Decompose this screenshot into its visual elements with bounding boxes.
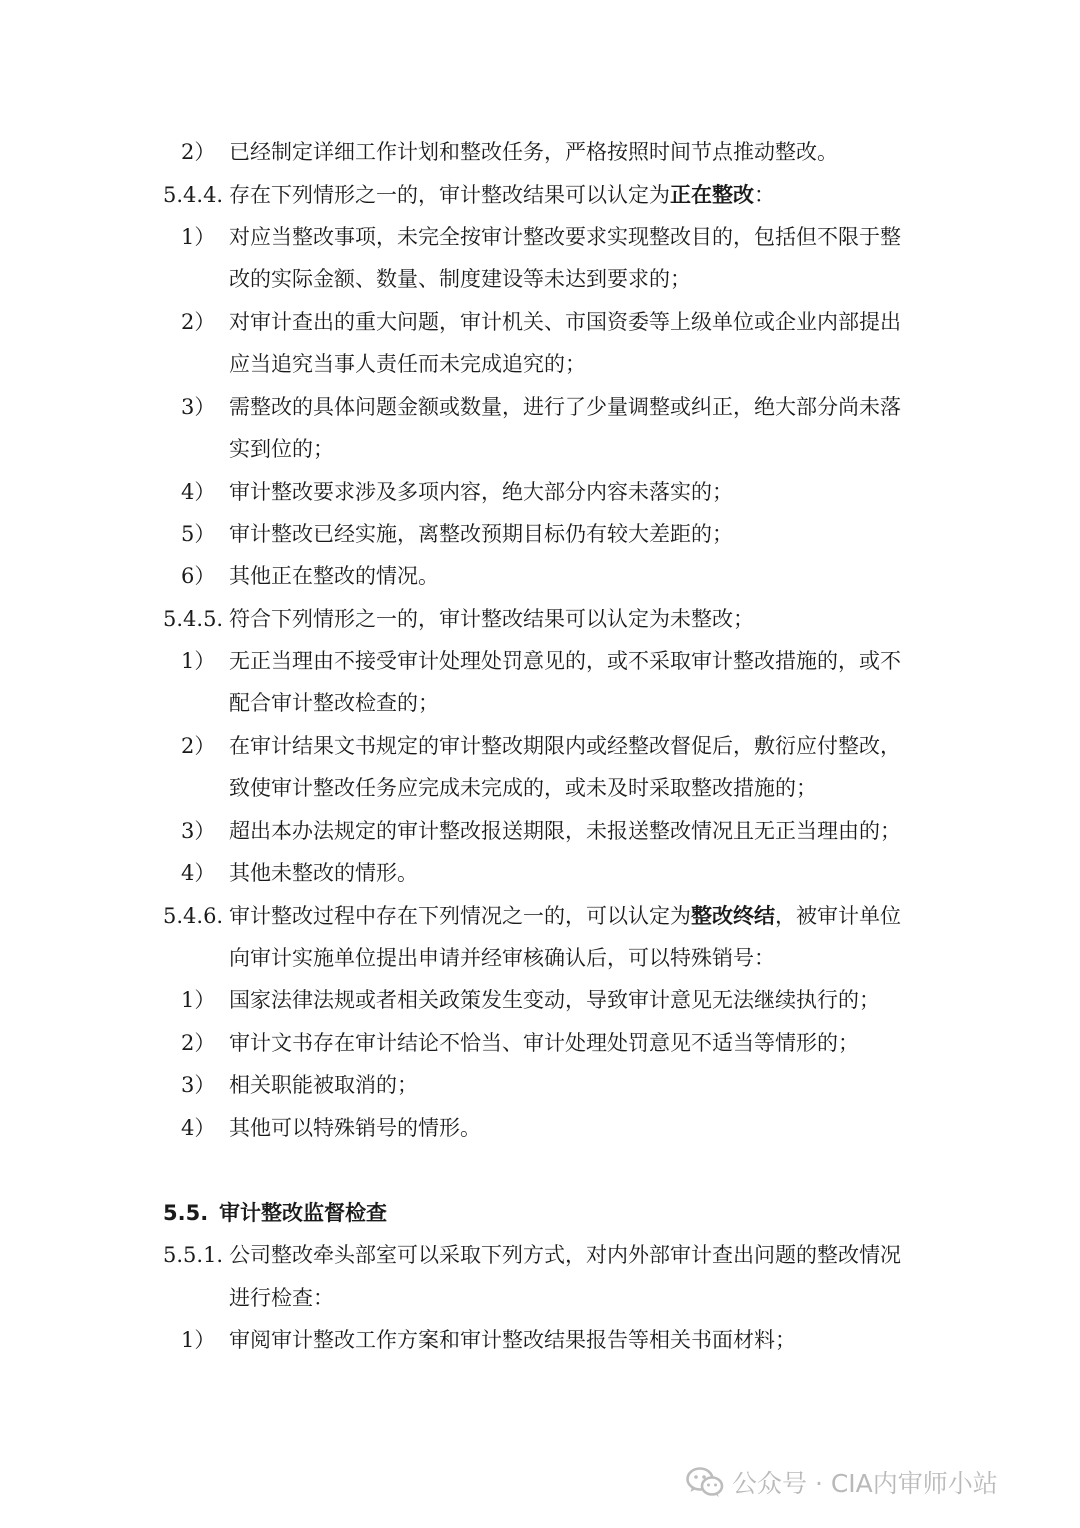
clause-text: 进行检查： (229, 1286, 334, 1310)
list-number: 1） (181, 649, 216, 673)
list-text: 审计整改已经实施，离整改预期目标仍有较大差距的； (229, 522, 733, 546)
list-number: 3） (181, 819, 216, 843)
list-number: 3） (181, 1073, 216, 1097)
list-number: 3） (181, 395, 216, 419)
section-number: 5.5. (163, 1201, 209, 1225)
list-text: 国家法律法规或者相关政策发生变动，导致审计意见无法继续执行的； (229, 988, 880, 1012)
wechat-logo-icon (686, 1466, 724, 1498)
list-number: 5） (181, 522, 216, 546)
list-text: 对应当整改事项，未完全按审计整改要求实现整改目的，包括但不限于整 (229, 225, 901, 249)
list-text: 无正当理由不接受审计处理处罚意见的，或不采取审计整改措施的，或不 (229, 649, 901, 673)
list-text: 实到位的； (229, 437, 334, 461)
list-text: 致使审计整改任务应完成未完成的，或未及时采取整改措施的； (229, 776, 817, 800)
clause-number: 5.5.1. (163, 1243, 224, 1267)
list-text: 对审计查出的重大问题，审计机关、市国资委等上级单位或企业内部提出 (229, 310, 901, 334)
clause-text-tail: ，被审计单位 (775, 904, 901, 928)
clause-number: 5.4.4. (163, 183, 224, 207)
clause-text-tail: ： (754, 183, 775, 207)
list-text: 其他可以特殊销号的情形。 (229, 1116, 481, 1140)
list-text: 已经制定详细工作计划和整改任务，严格按照时间节点推动整改。 (229, 140, 838, 164)
list-text: 配合审计整改检查的； (229, 691, 439, 715)
list-number: 2） (181, 310, 216, 334)
list-text: 审阅审计整改工作方案和审计整改结果报告等相关书面材料； (229, 1328, 796, 1352)
list-text: 相关职能被取消的； (229, 1073, 418, 1097)
list-text: 需整改的具体问题金额或数量，进行了少量调整或纠正，绝大部分尚未落 (229, 395, 901, 419)
list-number: 2） (181, 1031, 216, 1055)
clause-emphasis: 正在整改 (670, 182, 754, 207)
list-number: 1） (181, 988, 216, 1012)
list-text: 其他正在整改的情况。 (229, 564, 439, 588)
list-text: 超出本办法规定的审计整改报送期限，未报送整改情况且无正当理由的； (229, 819, 901, 843)
clause-text-lead: 审计整改过程中存在下列情况之一的，可以认定为 (229, 904, 691, 928)
list-number: 4） (181, 1116, 216, 1140)
list-text: 改的实际金额、数量、制度建设等未达到要求的； (229, 267, 691, 291)
list-number: 1） (181, 1328, 216, 1352)
list-number: 6） (181, 564, 216, 588)
list-text: 其他未整改的情形。 (229, 861, 418, 885)
list-number: 4） (181, 861, 216, 885)
list-text: 审计文书存在审计结论不恰当、审计处理处罚意见不适当等情形的； (229, 1031, 859, 1055)
list-text: 审计整改要求涉及多项内容，绝大部分内容未落实的； (229, 480, 733, 504)
clause-number: 5.4.5. (163, 607, 224, 631)
list-text: 应当追究当事人责任而未完成追究的； (229, 352, 586, 376)
watermark-text: 公众号 · CIA内审师小站 (732, 1469, 998, 1498)
list-number: 2） (181, 734, 216, 758)
clause-text: 公司整改牵头部室可以采取下列方式，对内外部审计查出问题的整改情况 (229, 1243, 901, 1267)
list-number: 1） (181, 225, 216, 249)
clause-emphasis: 整改终结 (691, 903, 775, 928)
list-number: 4） (181, 480, 216, 504)
list-number: 2） (181, 140, 216, 164)
clause-text (229, 895, 901, 937)
clause-number: 5.4.6. (163, 904, 224, 928)
watermark (686, 1462, 998, 1502)
clause-text (229, 174, 775, 216)
list-text: 在审计结果文书规定的审计整改期限内或经整改督促后，敷衍应付整改， (229, 734, 901, 758)
clause-text: 符合下列情形之一的，审计整改结果可以认定为未整改； (229, 607, 754, 631)
clause-text: 向审计实施单位提出申请并经审核确认后，可以特殊销号： (229, 946, 775, 970)
clause-text-lead: 存在下列情形之一的，审计整改结果可以认定为 (229, 183, 670, 207)
section-title: 审计整改监督检查 (219, 1201, 387, 1225)
